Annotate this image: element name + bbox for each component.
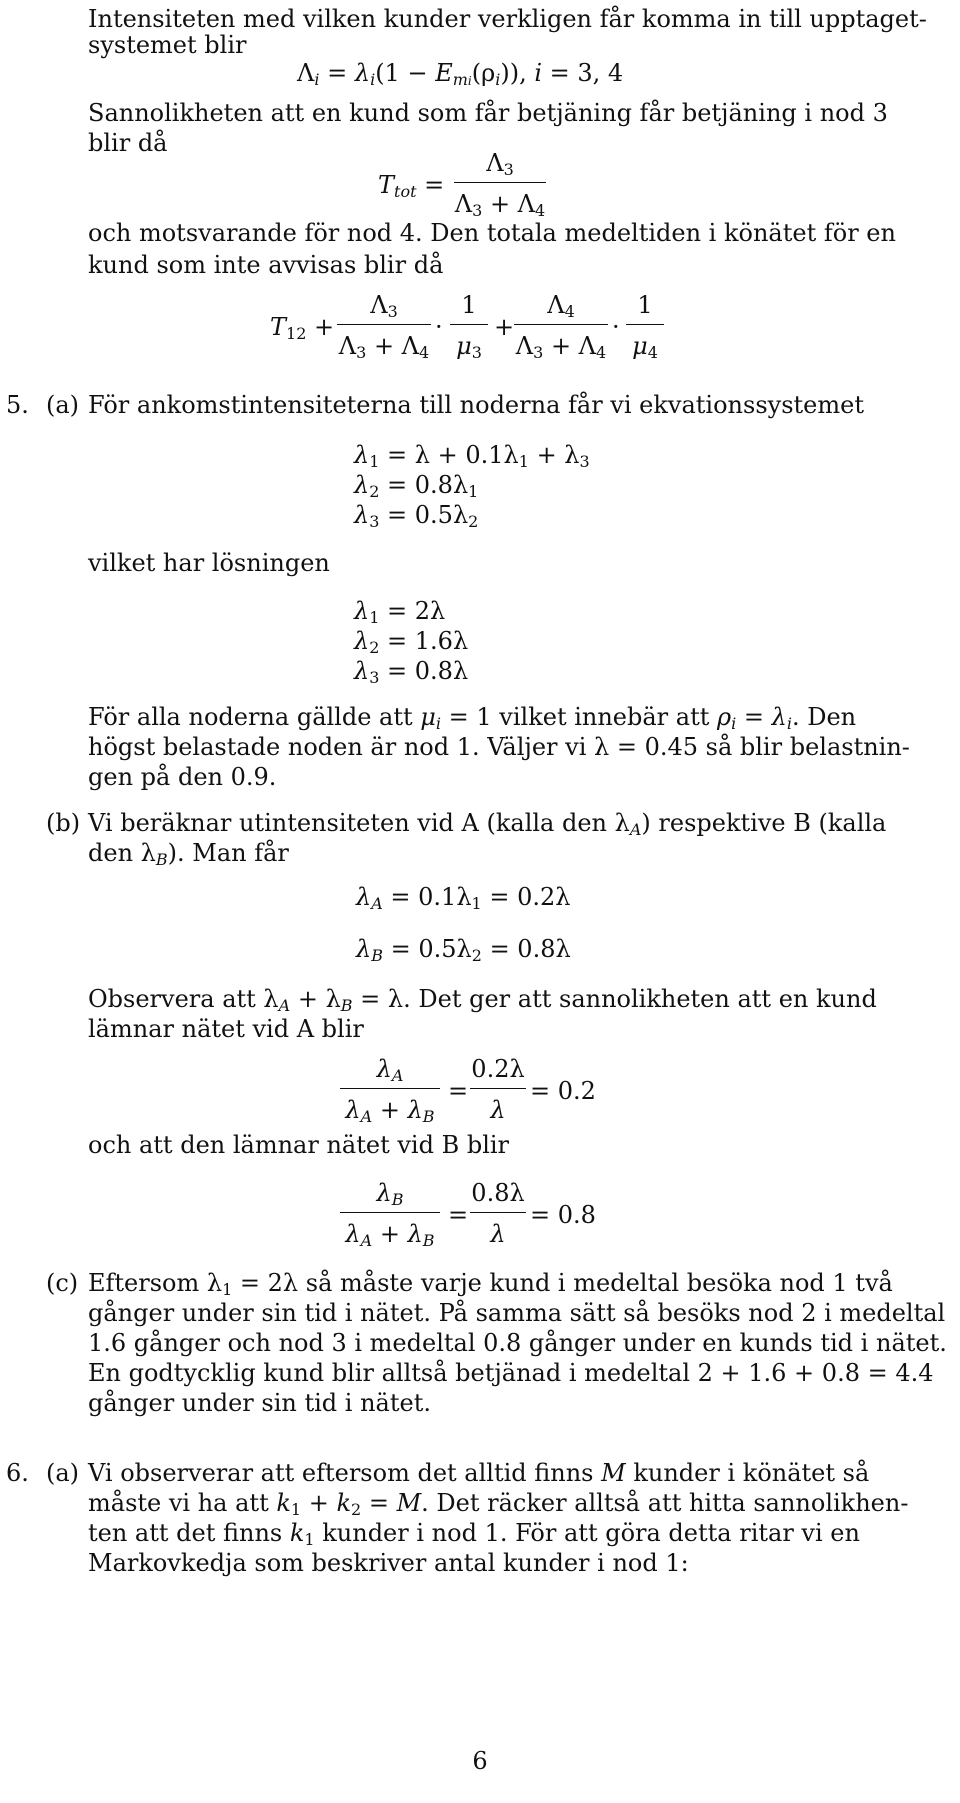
dot-operator: · xyxy=(435,313,443,341)
fraction-ttot: $\Lambda_3$ $\Lambda_3 + \Lambda_4$ xyxy=(454,149,546,220)
solution-lambda2: $\lambda_2 = 1.6\lambda$ xyxy=(354,627,469,657)
equation-lambda2: $\lambda_2 = 0.8\lambda_1$ xyxy=(354,471,479,501)
text-line: gånger under sin tid i nätet. På samma sätt så besöks nod 2 i medeltal xyxy=(88,1299,946,1327)
result-prob-B: = 0.8 xyxy=(530,1201,596,1229)
fraction-prob-A: $\lambda_A$ $\lambda_A + \lambda_B$ xyxy=(340,1054,440,1125)
equation-ttot-lhs: $T_{tot}$ = xyxy=(378,171,445,201)
text-line: gånger under sin tid i nätet. xyxy=(88,1389,431,1417)
text-line: Markovkedja som beskriver antal kunder i nod 1: xyxy=(88,1549,689,1577)
equation-effective-arrival: $\Lambda_i = \lambda_i(1 - E_{mi}(\rho_i))$, i = 3, 4 xyxy=(297,59,624,89)
fraction-mu4: 1 $\mu_4$ xyxy=(626,290,664,361)
equals-sign: = xyxy=(448,1201,469,1229)
fraction-prob-B: $\lambda_B$ $\lambda_A + \lambda_B$ xyxy=(340,1178,440,1249)
subpart-label-a: (a) xyxy=(46,1459,80,1487)
subpart-label-a: (a) xyxy=(46,391,80,419)
text-line: Observera att $\lambda_A + \lambda_B = \lambda$. Det ger att sannolikheten att en kund xyxy=(88,985,877,1015)
text-line: systemet blir xyxy=(88,31,247,59)
text-line: Eftersom $\lambda_1 = 2\lambda$ så måste varje kund i medeltal besöka nod 1 två xyxy=(88,1269,893,1299)
text-line: den $\lambda_B$). Man får xyxy=(88,839,289,869)
fraction-prob-A-simplified: 0.2λ λ xyxy=(471,1055,525,1124)
text-line: Vi beräknar utintensiteten vid A (kalla den $\lambda_A$) respektive B (kalla xyxy=(88,809,887,839)
text-line: Intensiteten med vilken kunder verkligen får komma in till upptaget- xyxy=(88,5,927,33)
text-line: En godtycklig kund blir alltså betjänad i medeltal 2 + 1.6 + 0.8 = 4.4 xyxy=(88,1359,934,1387)
text-line: ten att det finns $k_1$ kunder i nod 1. För att göra detta ritar vi en xyxy=(88,1519,860,1549)
text-line: och att den lämnar nätet vid B blir xyxy=(88,1131,510,1159)
text-line: vilket har lösningen xyxy=(88,549,330,577)
fraction-lambda4: $\Lambda_4$ $\Lambda_3 + \Lambda_4$ xyxy=(515,291,607,362)
text-line: Sannolikheten att en kund som får betjäning får betjäning i nod 3 xyxy=(88,99,888,127)
solution-lambda3: $\lambda_3 = 0.8\lambda$ xyxy=(354,657,469,687)
problem-number-5: 5. xyxy=(6,391,29,419)
result-prob-A: = 0.2 xyxy=(530,1077,596,1105)
text-line: För ankomstintensiteterna till noderna får vi ekvationssystemet xyxy=(88,391,864,419)
page-number: 6 xyxy=(472,1747,488,1775)
subpart-label-b: (b) xyxy=(46,809,81,837)
text-line: kund som inte avvisas blir då xyxy=(88,251,444,279)
text-line: måste vi ha att $k_1 + k_2 = M$. Det räcker alltså att hitta sannolikhen- xyxy=(88,1489,909,1519)
equation-lambda3: $\lambda_3 = 0.5\lambda_2$ xyxy=(354,501,479,531)
equals-sign: = xyxy=(448,1077,469,1105)
text-line: 1.6 gånger och nod 3 i medeltal 0.8 gånger under en kunds tid i nätet. xyxy=(88,1329,947,1357)
problem-number-6: 6. xyxy=(6,1459,29,1487)
text-line: Vi observerar att eftersom det alltid finns M kunder i könätet så xyxy=(88,1459,870,1487)
plus-operator: + xyxy=(494,313,515,341)
fraction-lambda3: $\Lambda_3$ $\Lambda_3 + \Lambda_4$ xyxy=(338,291,430,362)
equation-lambda1: $\lambda_1 = \lambda + 0.1\lambda_1 + \lambda_3$ xyxy=(354,441,590,471)
equation-t12: $T_{12}$ + xyxy=(270,313,335,343)
fraction-prob-B-simplified: 0.8λ λ xyxy=(471,1179,525,1248)
text-line: gen på den 0.9. xyxy=(88,763,277,791)
text-line: och motsvarande för nod 4. Den totala medeltiden i könätet för en xyxy=(88,219,896,247)
solution-lambda1: $\lambda_1 = 2\lambda$ xyxy=(354,597,446,627)
text-line: lämnar nätet vid A blir xyxy=(88,1015,364,1043)
text-line: För alla noderna gällde att $\mu_i = 1$ vilket innebär att $\rho_i = \lambda_i$. Den xyxy=(88,703,857,733)
text-line: blir då xyxy=(88,129,168,157)
text-line: högst belastade noden är nod 1. Väljer vi λ = 0.45 så blir belastnin- xyxy=(88,733,910,761)
fraction-mu3: 1 $\mu_3$ xyxy=(450,290,488,361)
dot-operator: · xyxy=(612,313,620,341)
equation-lambdaA: $\lambda_A = 0.1\lambda_1 = 0.2\lambda$ xyxy=(356,883,571,913)
subpart-label-c: (c) xyxy=(46,1269,79,1297)
equation-lambdaB: $\lambda_B = 0.5\lambda_2 = 0.8\lambda$ xyxy=(356,935,571,965)
